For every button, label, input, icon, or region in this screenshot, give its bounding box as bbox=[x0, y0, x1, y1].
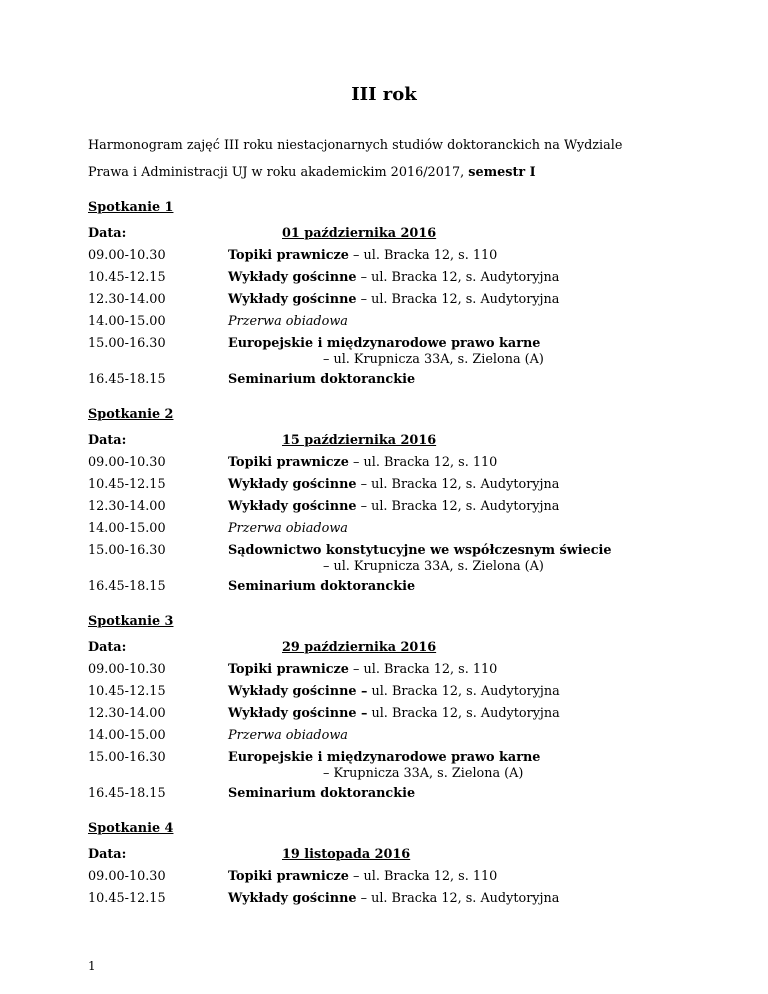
class-location: – ul. Bracka 12, s. 110 bbox=[348, 248, 498, 263]
class-name: Seminarium doktoranckie bbox=[228, 372, 416, 387]
session-date: 29 października 2016 bbox=[282, 640, 437, 655]
session-4 bbox=[88, 821, 708, 906]
time-slot: 10.45-12.15 bbox=[88, 270, 166, 285]
intro-paragraph bbox=[88, 132, 708, 186]
class-name: Topiki prawnicze bbox=[228, 662, 349, 677]
class-entry bbox=[228, 270, 708, 285]
session-3 bbox=[88, 614, 708, 801]
session-heading: Spotkanie 3 bbox=[88, 614, 174, 629]
time-slot: 12.30-14.00 bbox=[88, 292, 166, 307]
intro-line-2 bbox=[88, 159, 708, 186]
date-label: Data: bbox=[88, 226, 127, 241]
class-entry bbox=[228, 684, 708, 699]
session-heading: Spotkanie 4 bbox=[88, 821, 174, 836]
time-slot: 10.45-12.15 bbox=[88, 891, 166, 906]
time-slot: 14.00-15.00 bbox=[88, 728, 166, 743]
class-name: Europejskie i międzynarodowe prawo karne bbox=[228, 750, 541, 765]
class-name: Wykłady gościnne – bbox=[228, 684, 368, 699]
time-slot: 14.00-15.00 bbox=[88, 314, 166, 329]
class-name: Sądownictwo konstytucyjne we współczesnym świecie bbox=[228, 543, 612, 558]
time-slot: 16.45-18.15 bbox=[88, 579, 166, 594]
class-entry bbox=[228, 543, 708, 574]
class-location: ul. Bracka 12, s. Audytoryjna bbox=[367, 684, 560, 699]
class-name: Europejskie i międzynarodowe prawo karne bbox=[228, 336, 541, 351]
class-name: Topiki prawnicze bbox=[228, 455, 349, 470]
session-date: 19 listopada 2016 bbox=[282, 847, 411, 862]
class-entry bbox=[228, 248, 708, 263]
class-name: Wykłady gościnne – bbox=[228, 706, 368, 721]
intro-line-2-text: Prawa i Administracji UJ w roku akademickim 2016/2017, bbox=[88, 165, 469, 180]
session-heading: Spotkanie 2 bbox=[88, 407, 174, 422]
time-slot: 12.30-14.00 bbox=[88, 499, 166, 514]
time-slot: 09.00-10.30 bbox=[88, 455, 166, 470]
class-entry bbox=[228, 869, 708, 884]
class-name: Wykłady gościnne bbox=[228, 292, 357, 307]
class-location: – ul. Bracka 12, s. Audytoryjna bbox=[356, 891, 560, 906]
class-name: Wykłady gościnne bbox=[228, 270, 357, 285]
class-name: Topiki prawnicze bbox=[228, 869, 349, 884]
class-entry bbox=[228, 499, 708, 514]
class-entry bbox=[228, 891, 708, 906]
time-slot: 14.00-15.00 bbox=[88, 521, 166, 536]
class-name: Wykłady gościnne bbox=[228, 891, 357, 906]
page-title: III rok bbox=[351, 84, 417, 105]
class-name: Wykłady gościnne bbox=[228, 477, 357, 492]
class-location: – ul. Bracka 12, s. Audytoryjna bbox=[356, 292, 560, 307]
time-slot: 10.45-12.15 bbox=[88, 684, 166, 699]
time-slot: 10.45-12.15 bbox=[88, 477, 166, 492]
time-slot: 15.00-16.30 bbox=[88, 543, 166, 558]
time-slot: 15.00-16.30 bbox=[88, 336, 166, 351]
date-cell bbox=[228, 226, 708, 241]
date-cell bbox=[228, 433, 708, 448]
class-name: Seminarium doktoranckie bbox=[228, 786, 416, 801]
time-slot: 12.30-14.00 bbox=[88, 706, 166, 721]
session-2 bbox=[88, 407, 708, 594]
intro-line-1: Harmonogram zajęć III roku niestacjonarnych studiów doktoranckich na Wydziale bbox=[88, 138, 623, 153]
class-entry bbox=[228, 314, 708, 329]
date-label: Data: bbox=[88, 433, 127, 448]
break-label: Przerwa obiadowa bbox=[228, 521, 348, 536]
time-slot: 09.00-10.30 bbox=[88, 869, 166, 884]
class-entry bbox=[228, 292, 708, 307]
session-1 bbox=[88, 200, 708, 387]
class-entry bbox=[228, 521, 708, 536]
class-entry bbox=[228, 477, 708, 492]
class-location: – ul. Krupnicza 33A, s. Zielona (A) bbox=[323, 559, 544, 574]
class-location: – Krupnicza 33A, s. Zielona (A) bbox=[323, 766, 524, 781]
class-entry bbox=[228, 662, 708, 677]
time-slot: 15.00-16.30 bbox=[88, 750, 166, 765]
session-date: 01 października 2016 bbox=[282, 226, 437, 241]
class-location: – ul. Bracka 12, s. 110 bbox=[348, 455, 498, 470]
time-slot: 09.00-10.30 bbox=[88, 662, 166, 677]
class-entry bbox=[228, 728, 708, 743]
date-label: Data: bbox=[88, 847, 127, 862]
class-location: – ul. Bracka 12, s. Audytoryjna bbox=[356, 499, 560, 514]
time-slot: 16.45-18.15 bbox=[88, 372, 166, 387]
class-location: – ul. Bracka 12, s. Audytoryjna bbox=[356, 270, 560, 285]
class-entry bbox=[228, 706, 708, 721]
session-heading: Spotkanie 1 bbox=[88, 200, 174, 215]
class-name: Seminarium doktoranckie bbox=[228, 579, 416, 594]
time-slot: 16.45-18.15 bbox=[88, 786, 166, 801]
page-number: 1 bbox=[88, 959, 96, 973]
time-slot: 09.00-10.30 bbox=[88, 248, 166, 263]
class-location: – ul. Bracka 12, s. 110 bbox=[348, 869, 498, 884]
break-label: Przerwa obiadowa bbox=[228, 314, 348, 329]
class-location: – ul. Bracka 12, s. 110 bbox=[348, 662, 498, 677]
session-date: 15 października 2016 bbox=[282, 433, 437, 448]
class-entry bbox=[228, 750, 708, 781]
class-location: – ul. Krupnicza 33A, s. Zielona (A) bbox=[323, 352, 544, 367]
class-name: Topiki prawnicze bbox=[228, 248, 349, 263]
date-cell bbox=[228, 847, 708, 862]
break-label: Przerwa obiadowa bbox=[228, 728, 348, 743]
class-location: – ul. Bracka 12, s. Audytoryjna bbox=[356, 477, 560, 492]
class-entry bbox=[228, 455, 708, 470]
intro-semester: semestr I bbox=[468, 165, 536, 180]
date-label: Data: bbox=[88, 640, 127, 655]
class-entry bbox=[228, 786, 708, 801]
class-location: ul. Bracka 12, s. Audytoryjna bbox=[367, 706, 560, 721]
class-entry bbox=[228, 372, 708, 387]
class-entry bbox=[228, 579, 708, 594]
date-cell bbox=[228, 640, 708, 655]
class-name: Wykłady gościnne bbox=[228, 499, 357, 514]
class-entry bbox=[228, 336, 708, 367]
